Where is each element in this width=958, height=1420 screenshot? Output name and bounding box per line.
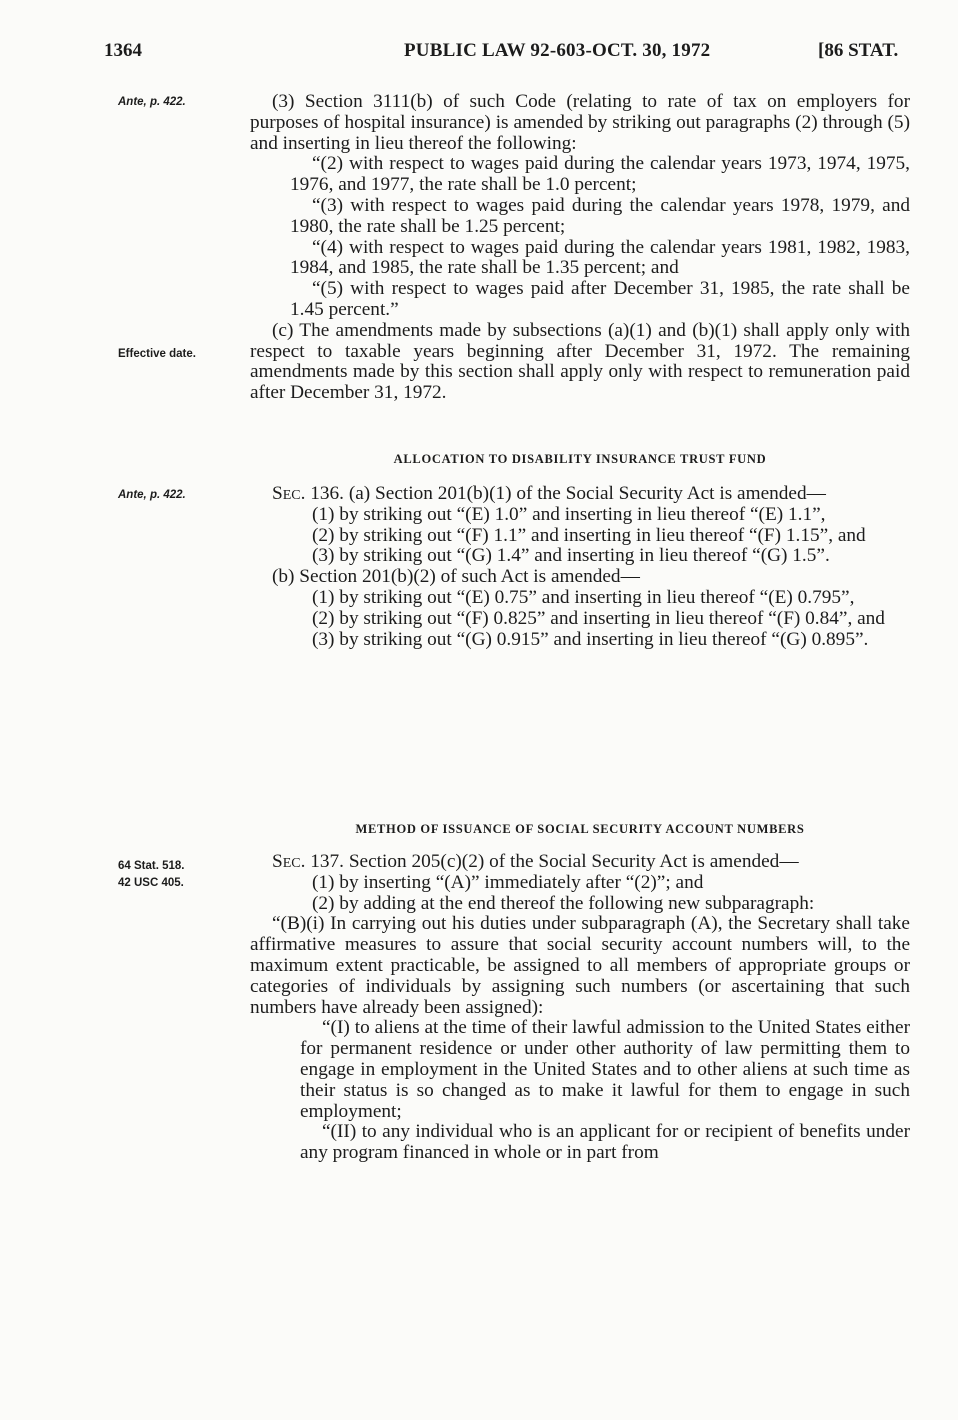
sec-137-item: (2) by adding at the end thereof the following new subparagraph: — [312, 892, 815, 914]
sec-136-a-text: (a) Section 201(b)(1) of the Social Security Act is amended— — [348, 483, 826, 504]
sec-136-b-item: (1) by striking out “(E) 0.75” and inserting in lieu thereof “(E) 0.795”, — [312, 586, 855, 608]
margin-note-stat-518: 64 Stat. 518. — [118, 860, 185, 872]
sec-136-b-item: (2) by striking out “(F) 0.825” and inserting in lieu thereof “(F) 0.84”, and — [312, 607, 885, 629]
sec-136-a-item: (2) by striking out “(F) 1.1” and inserting in lieu thereof “(F) 1.15”, and — [312, 524, 866, 546]
sec-136-heading: ALLOCATION TO DISABILITY INSURANCE TRUST FUND — [393, 452, 767, 466]
sec-136-a-item: (1) by striking out “(E) 1.0” and inserting in lieu thereof “(E) 1.1”, — [312, 503, 826, 525]
margin-note-ante-1: Ante, p. 422. — [118, 96, 186, 108]
sec-136-block — [250, 484, 910, 650]
sec-137-block — [250, 852, 910, 1164]
sec-137-heading: METHOD OF ISSUANCE OF SOCIAL SECURITY ACCOUNT NUMBERS — [355, 822, 805, 836]
sec-136-a-intro — [250, 484, 910, 505]
sec-136-label: Sec. 136. — [272, 483, 344, 504]
margin-note-ante-2: Ante, p. 422. — [118, 489, 186, 501]
sec-137-sub-item: “(I) to aliens at the time of their lawful admission to the United States either for permanent residence or under other authority of law permitting them to engage in employment in the United States and to other aliens at such time as their status is so changed as to make it lawful for them to engage in such employment; — [300, 1017, 910, 1122]
subsection-c: (c) The amendments made by subsections (a)(1) and (b)(1) shall apply only with respect to taxable years beginning after December 31, 1972. The remaining amendments made by this section shall apply only with respect to remuneration paid after December 31, 1972. — [250, 319, 910, 404]
sec-136-a-item: (3) by striking out “(G) 1.4” and inserting in lieu thereof “(G) 1.5”. — [312, 545, 830, 567]
sec-136-b-intro: (b) Section 201(b)(2) of such Act is amended— — [272, 566, 640, 588]
sec-137-intro — [250, 852, 910, 873]
sec-136-b-item: (3) by striking out “(G) 0.915” and inserting in lieu thereof “(G) 0.895”. — [312, 628, 869, 650]
section-3-item: “(2) with respect to wages paid during the calendar years 1973, 1974, 1975, 1976, and 1977, the rate shall be 1.0 percent; — [290, 153, 910, 196]
section-3-item: “(3) with respect to wages paid during the calendar years 1978, 1979, and 1980, the rate shall be 1.25 percent; — [290, 194, 910, 237]
section-3-item: “(5) with respect to wages paid after December 31, 1985, the rate shall be 1.45 percent.” — [290, 278, 910, 320]
sec-137-sub-item: “(II) to any individual who is an applicant for or recipient of benefits under any program financed in whole or in part from — [300, 1121, 910, 1164]
margin-note-effective-date: Effective date. — [118, 348, 196, 360]
section-3-intro: (3) Section 3111(b) of such Code (relating to rate of tax on employers for purposes of hospital insurance) is amended by striking out paragraphs (2) through (5) and inserting in lieu thereof the following: — [250, 91, 910, 154]
page-number: 1364 — [104, 40, 142, 61]
stat-reference: [86 STAT. — [818, 40, 899, 61]
margin-note-usc-405: 42 USC 405. — [118, 877, 184, 889]
section-3-block — [250, 92, 910, 404]
sec-137-intro-text: Section 205(c)(2) of the Social Security Act is amended— — [348, 851, 799, 872]
running-head: PUBLIC LAW 92-603-OCT. 30, 1972 — [404, 40, 711, 61]
page-header — [0, 40, 958, 70]
sec-137-label: Sec. 137. — [272, 851, 344, 872]
sec-137-b-text: “(B)(i) In carrying out his duties under subparagraph (A), the Secretary shall take affirmative measures to assure that social security account numbers will, to the maximum extent practicable, be assigned to all members of appropriate groups or categories of individuals by assigning such numbers (or ascertaining that such numbers have already been assigned): — [250, 913, 910, 1018]
sec-137-item: (1) by inserting “(A)” immediately after “(2)”; and — [312, 871, 704, 893]
section-3-item: “(4) with respect to wages paid during the calendar years 1981, 1982, 1983, 1984, and 1985, the rate shall be 1.35 percent; and — [290, 236, 910, 279]
